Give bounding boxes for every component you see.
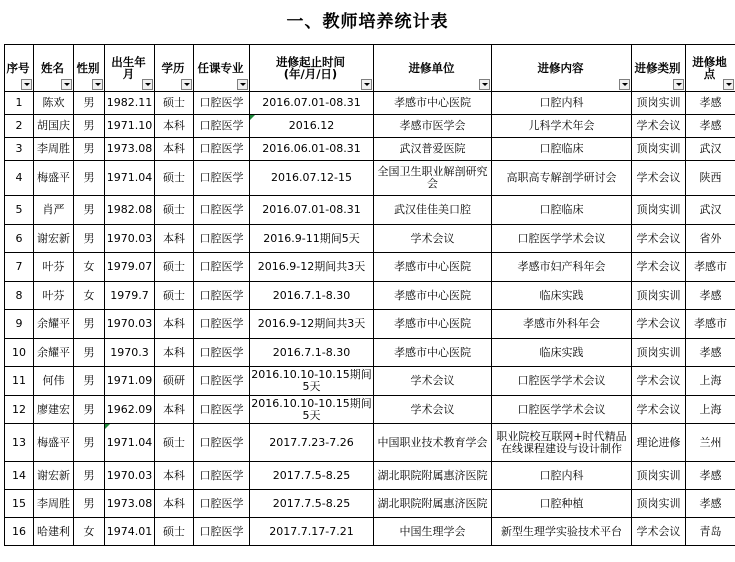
cell-birth[interactable]: 1974.01	[105, 518, 155, 546]
cell-major[interactable]: 口腔医学	[194, 367, 250, 396]
filter-dropdown-icon[interactable]	[21, 79, 32, 90]
cell-major[interactable]: 口腔医学	[194, 396, 250, 424]
table-row	[5, 92, 735, 115]
cell-major[interactable]: 口腔医学	[194, 225, 250, 253]
header-cell-major	[194, 45, 250, 92]
cell-type[interactable]: 顶岗实训	[632, 196, 686, 225]
cell-birth[interactable]: 1970.3	[105, 339, 155, 367]
table-row	[5, 367, 735, 396]
header-cell-unit	[374, 45, 492, 92]
cell-period[interactable]: 2017.7.5-8.25	[250, 490, 374, 518]
cell-no[interactable]: 3	[5, 138, 34, 161]
cell-edu[interactable]: 硕士	[155, 253, 194, 282]
cell-major[interactable]: 口腔医学	[194, 92, 250, 115]
cell-type[interactable]: 顶岗实训	[632, 490, 686, 518]
cell-unit[interactable]: 孝感市中心医院	[374, 282, 492, 310]
cell-type[interactable]: 学术会议	[632, 396, 686, 424]
cell-content[interactable]: 临床实践	[492, 339, 632, 367]
cell-period[interactable]: 2016.12	[250, 115, 374, 138]
cell-place[interactable]: 孝感	[686, 462, 735, 490]
header-cell-birth	[105, 45, 155, 92]
table-row	[5, 115, 735, 138]
cell-no[interactable]: 14	[5, 462, 34, 490]
cell-place[interactable]: 上海	[686, 396, 735, 424]
cell-type[interactable]: 学术会议	[632, 518, 686, 546]
cell-edu[interactable]: 硕士	[155, 282, 194, 310]
cell-content[interactable]: 口腔临床	[492, 196, 632, 225]
cell-edu[interactable]: 本科	[155, 115, 194, 138]
cell-major[interactable]: 口腔医学	[194, 253, 250, 282]
cell-period[interactable]: 2016.9-12期间共3天	[250, 310, 374, 339]
cell-no[interactable]: 11	[5, 367, 34, 396]
cell-birth[interactable]: 1971.10	[105, 115, 155, 138]
cell-major[interactable]: 口腔医学	[194, 196, 250, 225]
cell-name[interactable]: 叶芬	[34, 282, 74, 310]
cell-gender[interactable]: 女	[74, 253, 105, 282]
header-label: 学历	[161, 61, 185, 75]
table-row	[5, 424, 735, 462]
cell-unit[interactable]: 孝感市中心医院	[374, 310, 492, 339]
cell-period[interactable]: 2016.07.01-08.31	[250, 196, 374, 225]
cell-unit[interactable]: 孝感市医学会	[374, 115, 492, 138]
header-label: 性别	[76, 61, 100, 75]
header-cell-no	[5, 45, 34, 92]
header-label: 进修类别	[634, 61, 681, 75]
cell-name[interactable]: 哈建利	[34, 518, 74, 546]
cell-gender[interactable]: 男	[74, 115, 105, 138]
cell-no[interactable]: 6	[5, 225, 34, 253]
cell-period[interactable]: 2017.7.23-7.26	[250, 424, 374, 462]
cell-content[interactable]: 孝感市外科年会	[492, 310, 632, 339]
cell-no[interactable]: 10	[5, 339, 34, 367]
cell-gender[interactable]: 男	[74, 396, 105, 424]
cell-unit[interactable]: 学术会议	[374, 225, 492, 253]
header-cell-type	[632, 45, 686, 92]
filter-dropdown-icon[interactable]	[479, 79, 490, 90]
filter-dropdown-icon[interactable]	[142, 79, 153, 90]
table-row	[5, 138, 735, 161]
cell-name[interactable]: 梅盛平	[34, 161, 74, 196]
header-row	[5, 45, 735, 92]
sheet-title: 一、教师培养统计表	[286, 12, 449, 32]
cell-major[interactable]: 口腔医学	[194, 424, 250, 462]
cell-unit[interactable]: 孝感市中心医院	[374, 253, 492, 282]
cell-content[interactable]: 口腔医学学术会议	[492, 396, 632, 424]
cell-period[interactable]: 2016.07.12-15	[250, 161, 374, 196]
cell-content[interactable]: 口腔种植	[492, 490, 632, 518]
cell-unit[interactable]: 武汉佳佳美口腔	[374, 196, 492, 225]
cell-period[interactable]: 2017.7.5-8.25	[250, 462, 374, 490]
cell-unit[interactable]: 中国职业技术教育学会	[374, 424, 492, 462]
cell-gender[interactable]: 男	[74, 424, 105, 462]
cell-edu[interactable]: 本科	[155, 138, 194, 161]
filter-dropdown-icon[interactable]	[61, 79, 72, 90]
header-label: 出生年月	[111, 55, 146, 81]
cell-birth[interactable]: 1971.09	[105, 367, 155, 396]
header-cell-content	[492, 45, 632, 92]
table-row	[5, 462, 735, 490]
filter-dropdown-icon[interactable]	[723, 79, 734, 90]
cell-birth[interactable]: 1971.04	[105, 424, 155, 462]
cell-name[interactable]: 何伟	[34, 367, 74, 396]
cell-content[interactable]: 口腔医学学术会议	[492, 225, 632, 253]
cell-no[interactable]: 8	[5, 282, 34, 310]
cell-major[interactable]: 口腔医学	[194, 462, 250, 490]
comment-indicator-icon	[105, 424, 110, 429]
filter-dropdown-icon[interactable]	[181, 79, 192, 90]
table-row	[5, 253, 735, 282]
header-label: 进修地点	[692, 55, 727, 81]
filter-dropdown-icon[interactable]	[673, 79, 684, 90]
cell-major[interactable]: 口腔医学	[194, 115, 250, 138]
cell-no[interactable]: 9	[5, 310, 34, 339]
cell-no[interactable]: 1	[5, 92, 34, 115]
header-label: 进修单位	[408, 61, 455, 75]
cell-edu[interactable]: 硕士	[155, 92, 194, 115]
cell-type[interactable]: 理论进修	[632, 424, 686, 462]
cell-gender[interactable]: 男	[74, 490, 105, 518]
cell-content[interactable]: 儿科学术年会	[492, 115, 632, 138]
filter-dropdown-icon[interactable]	[237, 79, 248, 90]
cell-name[interactable]: 陈欢	[34, 92, 74, 115]
cell-type[interactable]: 学术会议	[632, 367, 686, 396]
cell-no[interactable]: 2	[5, 115, 34, 138]
cell-period[interactable]: 2017.7.17-7.21	[250, 518, 374, 546]
cell-gender[interactable]: 男	[74, 310, 105, 339]
cell-place[interactable]: 孝感	[686, 115, 735, 138]
filter-dropdown-icon[interactable]	[619, 79, 630, 90]
cell-major[interactable]: 口腔医学	[194, 282, 250, 310]
header-cell-edu	[155, 45, 194, 92]
cell-edu[interactable]: 本科	[155, 310, 194, 339]
cell-name[interactable]: 余耀平	[34, 339, 74, 367]
cell-no[interactable]: 4	[5, 161, 34, 196]
cell-major[interactable]: 口腔医学	[194, 490, 250, 518]
cell-period[interactable]: 2016.10.10-10.15期间5天	[250, 367, 374, 396]
cell-content[interactable]: 职业院校互联网+时代精品在线课程建设与设计制作	[492, 424, 632, 462]
table-row	[5, 490, 735, 518]
cell-type[interactable]: 学术会议	[632, 253, 686, 282]
cell-place[interactable]: 孝感	[686, 490, 735, 518]
cell-type[interactable]: 顶岗实训	[632, 282, 686, 310]
cell-birth[interactable]: 1982.11	[105, 92, 155, 115]
cell-no[interactable]: 12	[5, 396, 34, 424]
cell-gender[interactable]: 女	[74, 282, 105, 310]
cell-name[interactable]: 谢宏新	[34, 462, 74, 490]
cell-birth[interactable]: 1973.08	[105, 490, 155, 518]
header-cell-gender	[74, 45, 105, 92]
cell-birth[interactable]: 1962.09	[105, 396, 155, 424]
cell-gender[interactable]: 男	[74, 138, 105, 161]
cell-edu[interactable]: 硕士	[155, 424, 194, 462]
cell-unit[interactable]: 全国卫生职业解剖研究会	[374, 161, 492, 196]
cell-period[interactable]: 2016.06.01-08.31	[250, 138, 374, 161]
cell-unit[interactable]: 学术会议	[374, 396, 492, 424]
cell-period[interactable]: 2016.7.1-8.30	[250, 282, 374, 310]
cell-name[interactable]: 胡国庆	[34, 115, 74, 138]
header-label: 任课专业	[197, 61, 244, 75]
cell-content[interactable]: 口腔内科	[492, 462, 632, 490]
cell-no[interactable]: 7	[5, 253, 34, 282]
cell-unit[interactable]: 孝感市中心医院	[374, 92, 492, 115]
cell-type[interactable]: 学术会议	[632, 225, 686, 253]
cell-gender[interactable]: 男	[74, 339, 105, 367]
header-label: 进修内容	[537, 61, 584, 75]
cell-name[interactable]: 余耀平	[34, 310, 74, 339]
cell-unit[interactable]: 武汉普爱医院	[374, 138, 492, 161]
cell-content[interactable]: 高职高专解剖学研讨会	[492, 161, 632, 196]
cell-birth[interactable]: 1979.7	[105, 282, 155, 310]
cell-no[interactable]: 16	[5, 518, 34, 546]
cell-place[interactable]: 孝感	[686, 282, 735, 310]
cell-place[interactable]: 陕西	[686, 161, 735, 196]
cell-place[interactable]: 孝感市	[686, 253, 735, 282]
table-row	[5, 282, 735, 310]
cell-period[interactable]: 2016.07.01-08.31	[250, 92, 374, 115]
cell-place[interactable]: 孝感	[686, 92, 735, 115]
cell-gender[interactable]: 男	[74, 92, 105, 115]
cell-edu[interactable]: 本科	[155, 339, 194, 367]
cell-name[interactable]: 叶芬	[34, 253, 74, 282]
cell-name[interactable]: 谢宏新	[34, 225, 74, 253]
cell-edu[interactable]: 硕研	[155, 367, 194, 396]
cell-period[interactable]: 2016.10.10-10.15期间5天	[251, 396, 372, 422]
header-label: 进修起止时间 (年/月/日)	[276, 55, 345, 81]
cell-major[interactable]: 口腔医学	[194, 310, 250, 339]
cell-unit[interactable]: 学术会议	[374, 367, 492, 396]
cell-type[interactable]: 顶岗实训	[632, 92, 686, 115]
cell-content[interactable]: 口腔临床	[492, 138, 632, 161]
cell-name[interactable]: 肖严	[34, 196, 74, 225]
header-label: 姓名	[41, 61, 64, 75]
cell-type[interactable]: 顶岗实训	[632, 138, 686, 161]
cell-unit[interactable]: 孝感市中心医院	[374, 339, 492, 367]
table-row	[5, 225, 735, 253]
cell-major[interactable]: 口腔医学	[194, 161, 250, 196]
cell-no[interactable]: 13	[5, 424, 34, 462]
table-row	[5, 396, 735, 424]
cell-content[interactable]: 临床实践	[492, 282, 632, 310]
cell-place[interactable]: 武汉	[686, 138, 735, 161]
cell-period[interactable]: 2016.9-12期间共3天	[250, 253, 374, 282]
cell-gender[interactable]: 男	[74, 196, 105, 225]
cell-unit[interactable]: 湖北职院附属惠济医院	[374, 490, 492, 518]
cell-major[interactable]: 口腔医学	[194, 518, 250, 546]
cell-edu[interactable]: 硕士	[155, 518, 194, 546]
filter-dropdown-icon[interactable]	[361, 79, 372, 90]
cell-content[interactable]: 新型生理学实验技术平台	[492, 518, 632, 546]
cell-type[interactable]: 顶岗实训	[632, 339, 686, 367]
cell-place[interactable]: 上海	[686, 367, 735, 396]
cell-edu[interactable]: 本科	[155, 225, 194, 253]
cell-birth[interactable]: 1970.03	[105, 462, 155, 490]
cell-place[interactable]: 兰州	[686, 424, 735, 462]
cell-place[interactable]: 孝感市	[686, 310, 735, 339]
cell-no[interactable]: 15	[5, 490, 34, 518]
cell-major[interactable]: 口腔医学	[194, 339, 250, 367]
cell-place[interactable]: 武汉	[686, 196, 735, 225]
cell-type[interactable]: 学术会议	[632, 161, 686, 196]
cell-birth[interactable]: 1973.08	[105, 138, 155, 161]
cell-major[interactable]: 口腔医学	[194, 138, 250, 161]
cell-birth[interactable]: 1970.03	[105, 310, 155, 339]
training-table	[4, 44, 735, 546]
cell-type[interactable]: 顶岗实训	[632, 462, 686, 490]
cell-period[interactable]: 2016.9-11期间5天	[250, 225, 374, 253]
cell-place[interactable]: 青岛	[686, 518, 735, 546]
cell-name[interactable]: 李周胜	[34, 490, 74, 518]
cell-content[interactable]: 口腔医学学术会议	[492, 367, 632, 396]
cell-edu[interactable]: 本科	[155, 396, 194, 424]
cell-edu[interactable]: 本科	[155, 462, 194, 490]
table-row	[5, 161, 735, 196]
cell-edu[interactable]: 硕士	[155, 196, 194, 225]
cell-birth[interactable]: 1971.04	[105, 161, 155, 196]
header-cell-period	[250, 45, 374, 92]
header-cell-place	[686, 45, 735, 92]
cell-name[interactable]: 廖建宏	[34, 396, 74, 424]
cell-birth[interactable]: 1970.03	[105, 225, 155, 253]
cell-place[interactable]: 孝感	[686, 339, 735, 367]
header-cell-name	[34, 45, 74, 92]
cell-name[interactable]: 梅盛平	[34, 424, 74, 462]
cell-birth[interactable]: 1982.08	[105, 196, 155, 225]
cell-gender[interactable]: 男	[74, 225, 105, 253]
cell-gender[interactable]: 男	[74, 161, 105, 196]
cell-edu[interactable]: 硕士	[155, 161, 194, 196]
filter-dropdown-icon[interactable]	[92, 79, 103, 90]
cell-type[interactable]: 学术会议	[632, 310, 686, 339]
table-row	[5, 339, 735, 367]
cell-place[interactable]: 省外	[686, 225, 735, 253]
table-body	[5, 92, 735, 546]
cell-gender[interactable]: 男	[74, 367, 105, 396]
cell-gender[interactable]: 女	[74, 518, 105, 546]
comment-indicator-icon	[250, 115, 255, 120]
cell-gender[interactable]: 男	[74, 462, 105, 490]
table-row	[5, 518, 735, 546]
cell-birth[interactable]: 1979.07	[105, 253, 155, 282]
cell-type[interactable]: 学术会议	[632, 115, 686, 138]
cell-edu[interactable]: 本科	[155, 490, 194, 518]
cell-no[interactable]: 5	[5, 196, 34, 225]
table-row	[5, 196, 735, 225]
cell-unit[interactable]: 湖北职院附属惠济医院	[374, 462, 492, 490]
header-label: 序号	[6, 61, 30, 75]
cell-content[interactable]: 孝感市妇产科年会	[492, 253, 632, 282]
cell-unit[interactable]: 中国生理学会	[374, 518, 492, 546]
cell-period[interactable]: 2016.7.1-8.30	[250, 339, 374, 367]
cell-content[interactable]: 口腔内科	[492, 92, 632, 115]
table-row	[5, 310, 735, 339]
cell-name[interactable]: 李周胜	[34, 138, 74, 161]
